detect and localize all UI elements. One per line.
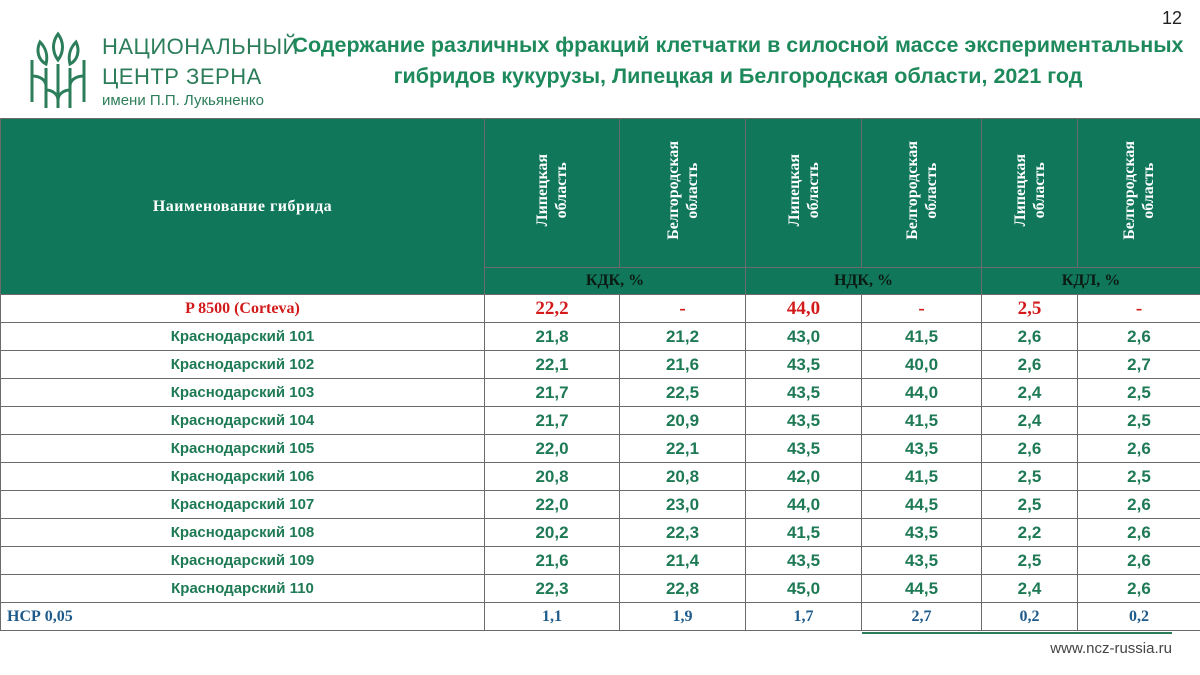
wheat-logo-icon xyxy=(26,30,90,112)
value-cell: 1,1 xyxy=(485,603,620,631)
group-header-kdk: КДК, % xyxy=(485,268,746,295)
value-cell: 22,5 xyxy=(620,379,746,407)
value-cell: 2,6 xyxy=(982,351,1078,379)
value-cell: 43,5 xyxy=(862,547,982,575)
value-cell: 21,2 xyxy=(620,323,746,351)
hybrid-name-header: Наименование гибрида xyxy=(1,119,485,295)
hybrid-name: Краснодарский 104 xyxy=(1,407,485,435)
page-number: 12 xyxy=(1161,8,1182,28)
value-cell: 1,7 xyxy=(746,603,862,631)
value-cell: 42,0 xyxy=(746,463,862,491)
hybrid-name: Краснодарский 106 xyxy=(1,463,485,491)
table-row xyxy=(1,463,1200,491)
value-cell: 43,5 xyxy=(862,435,982,463)
footer-divider xyxy=(862,632,1172,634)
region-header: Липецкая область xyxy=(982,119,1078,268)
hybrid-name: Краснодарский 109 xyxy=(1,547,485,575)
value-cell: 2,7 xyxy=(1078,351,1200,379)
value-cell: 43,5 xyxy=(862,519,982,547)
logo xyxy=(26,28,299,112)
logo-line-2: ЦЕНТР ЗЕРНА xyxy=(102,64,262,89)
value-cell: 20,8 xyxy=(620,463,746,491)
value-cell: 2,6 xyxy=(1078,519,1200,547)
value-cell: 2,4 xyxy=(982,575,1078,603)
region-header: Белгородская область xyxy=(620,119,746,268)
table-row xyxy=(1,435,1200,463)
table-row xyxy=(1,407,1200,435)
value-cell: 2,5 xyxy=(982,295,1078,323)
value-cell: - xyxy=(862,295,982,323)
value-cell: - xyxy=(1078,295,1200,323)
value-cell: 22,8 xyxy=(620,575,746,603)
value-cell: 21,7 xyxy=(485,379,620,407)
value-cell: 2,5 xyxy=(982,547,1078,575)
website-link[interactable]: www.ncz-russia.ru xyxy=(1050,640,1172,657)
value-cell: 22,0 xyxy=(485,491,620,519)
value-cell: 2,5 xyxy=(982,491,1078,519)
value-cell: 40,0 xyxy=(862,351,982,379)
value-cell: 20,9 xyxy=(620,407,746,435)
hybrid-name: Краснодарский 110 xyxy=(1,575,485,603)
value-cell: 2,5 xyxy=(1078,463,1200,491)
value-cell: 22,1 xyxy=(620,435,746,463)
value-cell: 44,5 xyxy=(862,491,982,519)
hybrid-name: Краснодарский 101 xyxy=(1,323,485,351)
value-cell: 22,0 xyxy=(485,435,620,463)
hybrid-name: Краснодарский 102 xyxy=(1,351,485,379)
value-cell: 44,5 xyxy=(862,575,982,603)
value-cell: 41,5 xyxy=(862,323,982,351)
value-cell: 43,0 xyxy=(746,323,862,351)
value-cell: 20,2 xyxy=(485,519,620,547)
table-row xyxy=(1,575,1200,603)
value-cell: 43,5 xyxy=(746,379,862,407)
value-cell: 0,2 xyxy=(982,603,1078,631)
value-cell: 22,1 xyxy=(485,351,620,379)
standard-row xyxy=(1,295,1200,323)
value-cell: 21,6 xyxy=(485,547,620,575)
value-cell: 2,6 xyxy=(1078,435,1200,463)
value-cell: 41,5 xyxy=(862,463,982,491)
hybrid-name: Краснодарский 107 xyxy=(1,491,485,519)
value-cell: 43,5 xyxy=(746,435,862,463)
value-cell: 41,5 xyxy=(746,519,862,547)
region-header: Липецкая область xyxy=(746,119,862,268)
table-row xyxy=(1,379,1200,407)
fiber-table xyxy=(0,118,1200,631)
value-cell: 2,2 xyxy=(982,519,1078,547)
value-cell: 23,0 xyxy=(620,491,746,519)
value-cell: 43,5 xyxy=(746,351,862,379)
group-header-ndk: НДК, % xyxy=(746,268,982,295)
value-cell: 2,6 xyxy=(1078,323,1200,351)
value-cell: 21,6 xyxy=(620,351,746,379)
value-cell: 41,5 xyxy=(862,407,982,435)
logo-line-1: НАЦИОНАЛЬНЫЙ xyxy=(102,34,299,59)
value-cell: 2,4 xyxy=(982,379,1078,407)
value-cell: 2,6 xyxy=(1078,547,1200,575)
value-cell: 1,9 xyxy=(620,603,746,631)
hcp-row xyxy=(1,603,1200,631)
logo-line-3: имени П.П. Лукьяненко xyxy=(102,92,264,109)
table-row xyxy=(1,491,1200,519)
hybrid-name: Краснодарский 108 xyxy=(1,519,485,547)
value-cell: 45,0 xyxy=(746,575,862,603)
value-cell: 2,6 xyxy=(1078,575,1200,603)
value-cell: 44,0 xyxy=(862,379,982,407)
table-row xyxy=(1,351,1200,379)
table-row xyxy=(1,547,1200,575)
table-row xyxy=(1,323,1200,351)
value-cell: 22,2 xyxy=(485,295,620,323)
table-row xyxy=(1,519,1200,547)
value-cell: 2,5 xyxy=(1078,407,1200,435)
hybrid-name: Краснодарский 105 xyxy=(1,435,485,463)
hybrid-name: Краснодарский 103 xyxy=(1,379,485,407)
value-cell: 2,7 xyxy=(862,603,982,631)
value-cell: 2,5 xyxy=(1078,379,1200,407)
value-cell: 44,0 xyxy=(746,491,862,519)
value-cell: 2,6 xyxy=(982,323,1078,351)
slide-title: Содержание различных фракций клетчатки в силосной массе экспериментальных гибридов кукурузы, Липецкая и Белгородская области, 2021 год xyxy=(292,33,1184,88)
value-cell: 44,0 xyxy=(746,295,862,323)
value-cell: 0,2 xyxy=(1078,603,1200,631)
hcp-label: НСР 0,05 xyxy=(1,603,485,631)
value-cell: 21,4 xyxy=(620,547,746,575)
value-cell: 22,3 xyxy=(620,519,746,547)
value-cell: 21,8 xyxy=(485,323,620,351)
value-cell: 2,6 xyxy=(1078,491,1200,519)
value-cell: 22,3 xyxy=(485,575,620,603)
region-header: Липецкая область xyxy=(485,119,620,268)
value-cell: 2,6 xyxy=(982,435,1078,463)
value-cell: 20,8 xyxy=(485,463,620,491)
value-cell: 2,5 xyxy=(982,463,1078,491)
region-header: Белгородская область xyxy=(862,119,982,268)
hybrid-name: P 8500 (Corteva) xyxy=(1,295,485,323)
value-cell: - xyxy=(620,295,746,323)
value-cell: 43,5 xyxy=(746,407,862,435)
group-header-kdl: КДЛ, % xyxy=(982,268,1200,295)
value-cell: 21,7 xyxy=(485,407,620,435)
value-cell: 2,4 xyxy=(982,407,1078,435)
region-header: Белгородская область xyxy=(1078,119,1200,268)
value-cell: 43,5 xyxy=(746,547,862,575)
